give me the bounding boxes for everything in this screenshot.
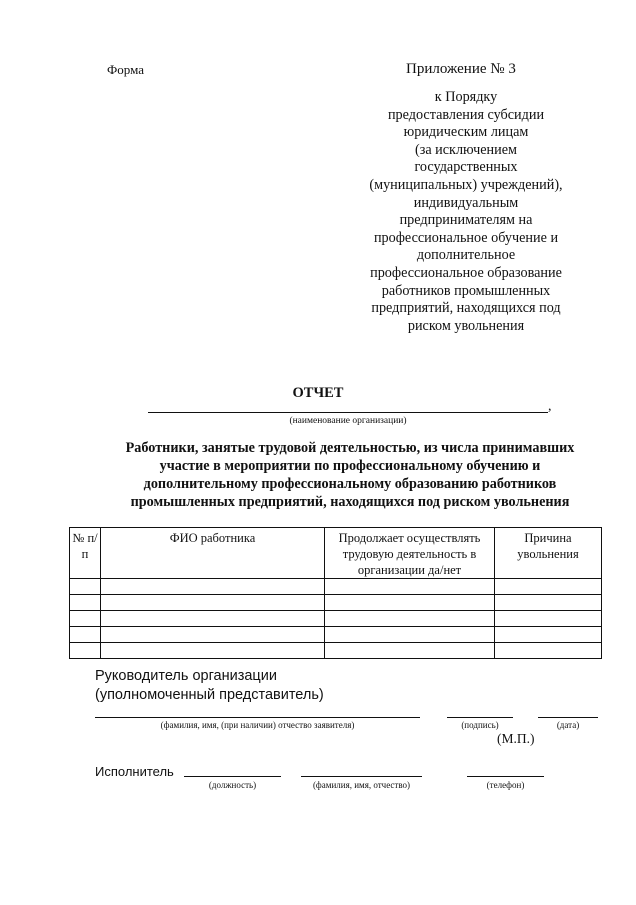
head-label-line: (уполномоченный представитель)	[95, 687, 324, 703]
annex-line: предприятий, находящихся под	[371, 300, 561, 317]
annex-line: профессиональное образование	[370, 264, 562, 281]
table-cell[interactable]	[495, 627, 602, 643]
table-header-row	[70, 528, 602, 579]
table-cell[interactable]	[495, 643, 602, 659]
table-cell[interactable]	[325, 579, 495, 595]
table-cell[interactable]	[495, 579, 602, 595]
workers-table	[69, 527, 602, 659]
head-fio-line[interactable]	[95, 717, 420, 718]
executor-phone-caption: (телефон)	[486, 780, 525, 790]
table-cell[interactable]	[101, 627, 325, 643]
annex-line: дополнительное	[416, 247, 516, 264]
annex-text	[352, 89, 580, 335]
executor-position-line[interactable]	[184, 776, 281, 777]
table-cell[interactable]	[70, 627, 101, 643]
header-continues-work: Продолжает осуществлять трудовую деятельность в организации да/нет	[325, 528, 495, 579]
header-number: № п/п	[70, 528, 101, 579]
head-label-line: Руководитель организации	[95, 668, 277, 684]
annex-line: (за исключением	[415, 141, 517, 158]
annex-line: к Порядку	[434, 89, 498, 105]
head-of-organization-label	[95, 667, 324, 705]
table-cell[interactable]	[70, 611, 101, 627]
annex-title: Приложение № 3	[406, 61, 516, 77]
table-cell[interactable]	[70, 595, 101, 611]
report-heading	[90, 439, 610, 511]
table-cell[interactable]	[325, 611, 495, 627]
table-row	[70, 611, 602, 627]
annex-line: работников промышленных	[381, 282, 551, 299]
table-row	[70, 579, 602, 595]
executor-phone-line[interactable]	[467, 776, 544, 777]
annex-line: индивидуальным	[413, 194, 519, 211]
annex-line: государственных	[414, 159, 518, 176]
organization-comma: ,	[548, 399, 552, 414]
table-cell[interactable]	[325, 627, 495, 643]
executor-position-caption: (должность)	[208, 780, 257, 790]
table-cell[interactable]	[325, 595, 495, 611]
annex-line: (муниципальных) учреждений),	[369, 176, 563, 193]
executor-name-caption: (фамилия, имя, отчество)	[312, 780, 411, 790]
date-line[interactable]	[538, 717, 598, 718]
annex-line: предпринимателям на	[399, 212, 533, 229]
signature-line[interactable]	[447, 717, 513, 718]
table-cell[interactable]	[101, 579, 325, 595]
header-fio: ФИО работника	[101, 528, 325, 579]
date-caption: (дата)	[556, 720, 580, 730]
executor-label: Исполнитель	[95, 764, 174, 779]
form-label: Форма	[107, 62, 144, 77]
table-cell[interactable]	[101, 611, 325, 627]
heading-line: участие в мероприятии по профессиональному обучению и	[159, 458, 541, 474]
annex-line: юридическим лицам	[403, 124, 529, 141]
annex-line: профессиональное обучение и	[373, 229, 559, 246]
head-fio-caption: (фамилия, имя, (при наличии) отчество заявителя)	[160, 720, 355, 730]
table-row	[70, 643, 602, 659]
heading-line: Работники, занятые трудовой деятельностью, из числа принимавших	[125, 440, 575, 456]
executor-name-line[interactable]	[301, 776, 422, 777]
table-cell[interactable]	[101, 595, 325, 611]
organization-caption: (наименование организации)	[289, 416, 407, 426]
signature-caption: (подпись)	[461, 720, 499, 730]
stamp-place: (М.П.)	[497, 731, 535, 746]
table-row	[70, 595, 602, 611]
table-cell[interactable]	[70, 579, 101, 595]
table-cell[interactable]	[495, 595, 602, 611]
table-cell[interactable]	[101, 643, 325, 659]
table-cell[interactable]	[495, 611, 602, 627]
header-dismissal-reason: Причина увольнения	[495, 528, 602, 579]
annex-line: риском увольнения	[407, 317, 525, 334]
table-row	[70, 627, 602, 643]
organization-name-line[interactable]	[148, 398, 548, 413]
heading-line: промышленных предприятий, находящихся под риском увольнения	[130, 494, 570, 510]
table-cell[interactable]	[70, 643, 101, 659]
report-title: ОТЧЕТ	[292, 385, 344, 401]
annex-line: предоставления субсидии	[387, 106, 545, 123]
table-cell[interactable]	[325, 643, 495, 659]
heading-line: дополнительному профессиональному образованию работников	[143, 476, 557, 492]
